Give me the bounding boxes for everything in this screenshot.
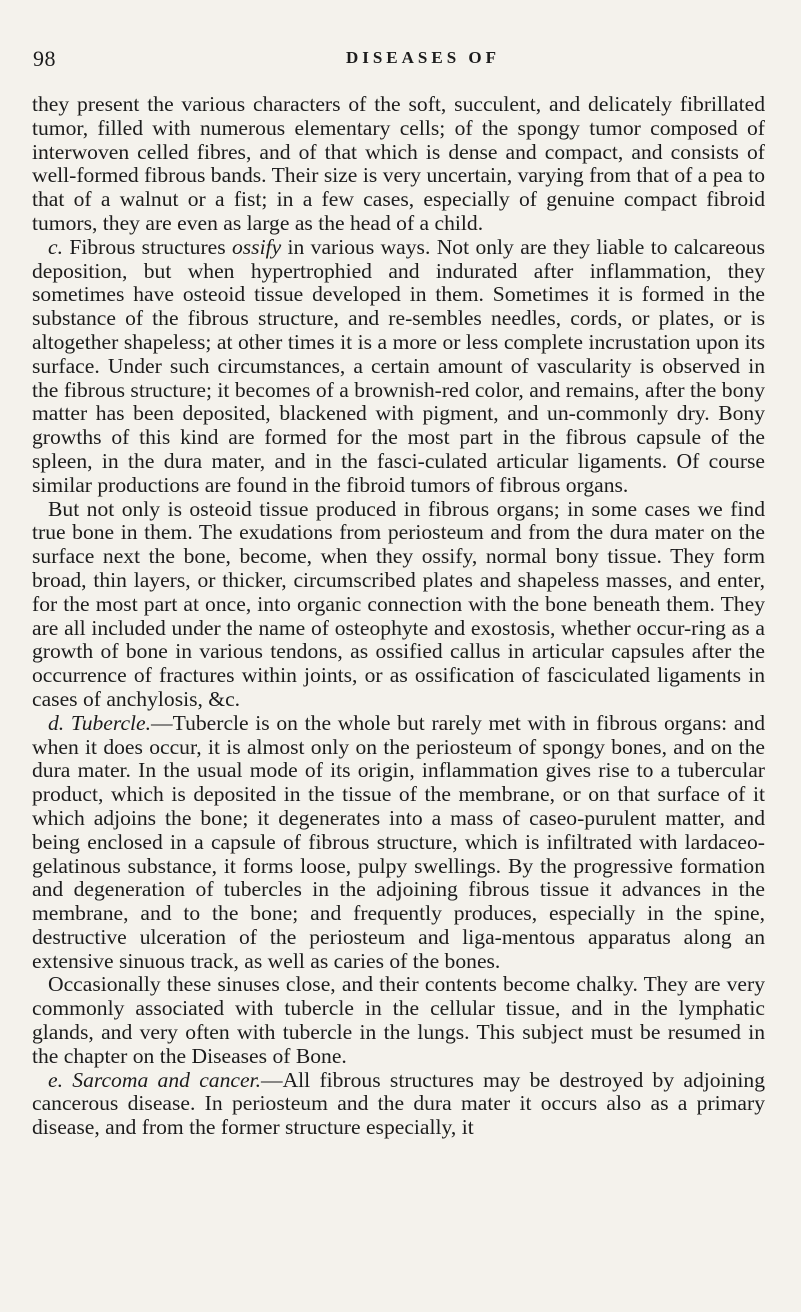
- body-text: [32, 93, 765, 1140]
- paragraph-sinuses: Occasionally these sinuses close, and their contents become chalky. They are very commonly associated with tubercle in the cellular tissue, and in the lymphatic glands, and very often with tubercle in the lungs. This subject must be resumed in the chapter on the Diseases of Bone.: [32, 972, 765, 1068]
- page-header: [33, 46, 753, 74]
- section-label: c.: [48, 234, 63, 259]
- emphasis-term: ossify: [231, 234, 282, 259]
- running-head: DISEASES OF: [345, 48, 501, 67]
- paragraph-osteoid-tissue: But not only is osteoid tissue produced in fibrous organs; in some cases we find true bone in them. The exudations from periosteum and from the dura mater on the surface next the bone, become, when they ossify, normal bony tissue. They form broad, thin layers, or thicker, circumscribed plates and shapeless masses, and enter, for the most part at once, into organic connection with the bone beneath them. They are all included under the name of osteophyte and exostosis, whether occur-ring as a growth of bone in various tendons, as ossified callus in articular capsules after the occurrence of fractures within joints, or as ossification of fasciculated ligaments in cases of anchylosis, &c.: [32, 496, 765, 711]
- paragraph-sarcoma-cancer: e. Sarcoma and cancer.—All fibrous structures may be destroyed by adjoining cancerous disease. In periosteum and the dura mater it occurs also as a primary disease, and from the former structure especially, it: [32, 1067, 765, 1140]
- page-number: 98: [33, 46, 56, 71]
- section-label: d. Tubercle.: [48, 710, 152, 735]
- section-label: e. Sarcoma and cancer.: [48, 1067, 261, 1092]
- paragraph-tumor-characters: they present the various characters of the soft, succulent, and delicately fibrillated tumor, filled with numerous elementary cells; of the spongy tumor composed of interwoven celled fibres, and of that which is dense and compact, and consists of well-formed fibrous bands. Their size is very uncertain, varying from that of a pea to that of a walnut or a fist; in a few cases, especially of genuine compact fibroid tumors, they are even as large as the head of a child.: [32, 92, 765, 235]
- paragraph-tubercle: d. Tubercle.—Tubercle is on the whole but rarely met with in fibrous organs: and when it does occur, it is almost only on the periosteum of spongy bones, and on the dura mater. In the usual mode of its origin, inflammation gives rise to a tubercular product, which is deposited in the tissue of the membrane, or on that surface of it which adjoins the bone; it degenerates into a mass of caseo-purulent matter, and being enclosed in a capsule of fibrous structure, which is infiltrated with lardaceo-gelatinous substance, it forms loose, pulpy swellings. By the progressive formation and degeneration of tubercles in the adjoining fibrous tissue it advances in the membrane, and to the bone; and frequently produces, especially in the spine, destructive ulceration of the periosteum and liga-mentous apparatus along an extensive sinuous track, as well as caries of the bones.: [32, 710, 765, 973]
- paragraph-ossification: c. Fibrous structures ossify in various ways. Not only are they liable to calcareous deposition, but when hypertrophied and indurated after inflammation, they sometimes have osteoid tissue developed in them. Sometimes it is formed in the substance of the fibrous structure, and re-sembles needles, cords, or plates, or is altogether shapeless; at other times it is a more or less complete incrustation upon its surface. Under such circumstances, a certain amount of vascularity is observed in the fibrous structure; it becomes of a brownish-red color, and remains, after the bony matter has been deposited, blackened with pigment, and un-commonly dry. Bony growths of this kind are formed for the most part in the fibrous capsule of the spleen, in the dura mater, and in the fasci-culated articular ligaments. Of course similar productions are found in the fibroid tumors of fibrous organs.: [32, 234, 765, 497]
